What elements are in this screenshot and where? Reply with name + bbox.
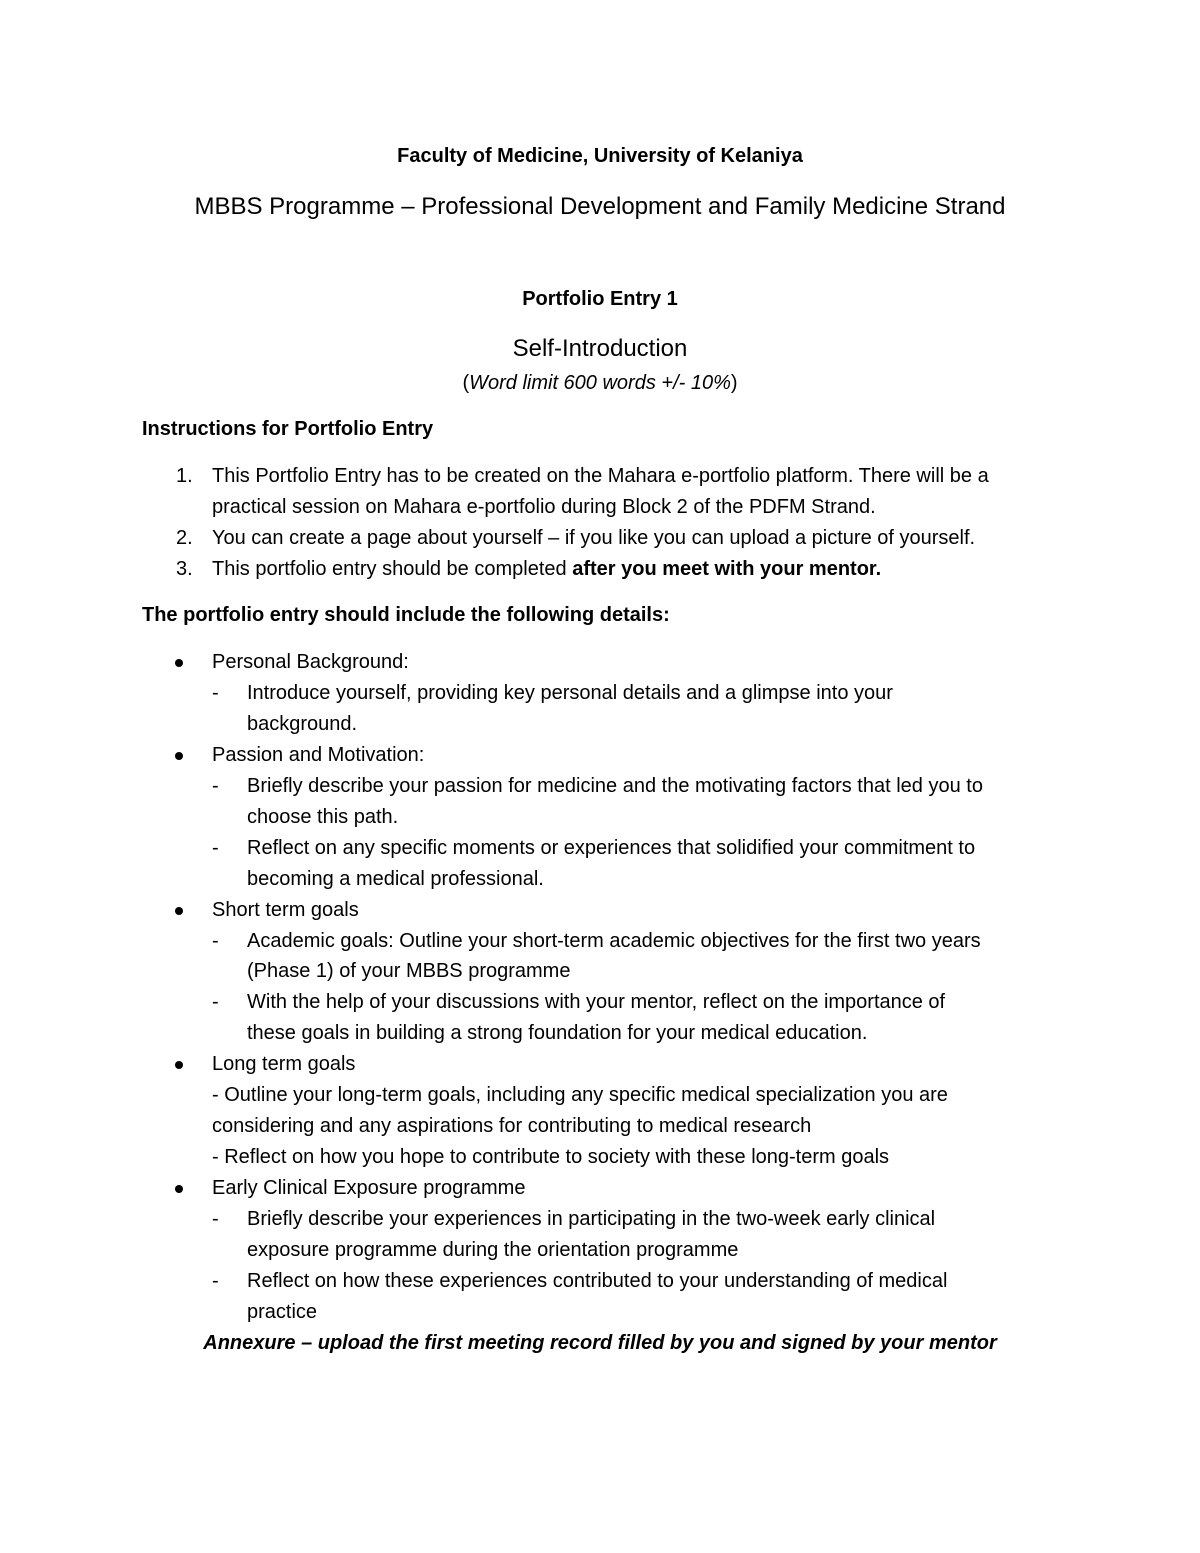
- section-sub-line: becoming a medical professional.: [247, 868, 544, 890]
- dash-icon: -: [212, 991, 219, 1013]
- dash-icon: -: [212, 1208, 219, 1230]
- dash-icon: -: [212, 1270, 219, 1292]
- section-title: Long term goals: [212, 1053, 356, 1075]
- list-number: 2.: [176, 527, 193, 549]
- annexure-note: Annexure – upload the first meeting record filled by you and signed by your mentor: [203, 1332, 997, 1354]
- list-number: 1.: [176, 465, 193, 487]
- dash-icon: -: [212, 682, 219, 704]
- section-sub-line: Reflect on any specific moments or experiences that solidified your commitment to: [247, 837, 976, 859]
- section-line: considering and any aspirations for contributing to medical research: [212, 1115, 812, 1137]
- section-sub-line: background.: [247, 713, 358, 735]
- section-sub-line: Briefly describe your experiences in participating in the two-week early clinical: [247, 1208, 936, 1230]
- bullet-icon: [175, 752, 183, 760]
- instruction-1-line-1: This Portfolio Entry has to be created on the Mahara e-portfolio platform. There will be a: [212, 465, 989, 487]
- section-sub-line: these goals in building a strong foundation for your medical education.: [247, 1022, 868, 1044]
- dash-icon: -: [212, 930, 219, 952]
- instruction-1-line-2: practical session on Mahara e-portfolio during Block 2 of the PDFM Strand.: [212, 496, 876, 518]
- section-title: Passion and Motivation:: [212, 744, 425, 766]
- section-sub-line: With the help of your discussions with your mentor, reflect on the importance of: [247, 991, 946, 1013]
- section-sub-line: exposure programme during the orientation programme: [247, 1239, 739, 1261]
- instruction-2-line-1: You can create a page about yourself – if you like you can upload a picture of yourself.: [212, 527, 976, 549]
- entry-title: Portfolio Entry 1: [522, 288, 678, 310]
- faculty-title: Faculty of Medicine, University of Kelaniya: [397, 145, 803, 167]
- word-limit-text: Word limit 600 words +/- 10%: [469, 372, 731, 394]
- instruction-3-line-1: This portfolio entry should be completed after you meet with your mentor.: [212, 558, 882, 580]
- entry-subtitle: Self-Introduction: [512, 335, 688, 362]
- section-sub-line: practice: [247, 1301, 318, 1323]
- bullet-icon: [175, 1185, 183, 1193]
- word-limit: (Word limit 600 words +/- 10%): [462, 372, 738, 394]
- section-sub-line: Briefly describe your passion for medicine and the motivating factors that led you to: [247, 775, 983, 797]
- programme-title: MBBS Programme – Professional Development and Family Medicine Strand: [194, 193, 1006, 220]
- section-line: - Reflect on how you hope to contribute to society with these long-term goals: [212, 1146, 890, 1168]
- section-sub-line: Reflect on how these experiences contributed to your understanding of medical: [247, 1270, 948, 1292]
- section-sub-line: Introduce yourself, providing key personal details and a glimpse into your: [247, 682, 893, 704]
- section-title: Personal Background:: [212, 651, 409, 673]
- section-line: - Outline your long-term goals, including any specific medical specialization you are: [212, 1084, 948, 1106]
- section-sub-line: Academic goals: Outline your short-term academic objectives for the first two years: [247, 930, 981, 952]
- list-number: 3.: [176, 558, 193, 580]
- instructions-heading: Instructions for Portfolio Entry: [142, 418, 434, 440]
- section-sub-line: (Phase 1) of your MBBS programme: [247, 960, 571, 982]
- bullet-icon: [175, 659, 183, 667]
- dash-icon: -: [212, 775, 219, 797]
- dash-icon: -: [212, 837, 219, 859]
- instruction-3-bold: after you meet with your mentor.: [572, 558, 882, 580]
- details-heading: The portfolio entry should include the following details:: [142, 604, 670, 626]
- bullet-icon: [175, 1061, 183, 1069]
- section-sub-line: choose this path.: [247, 806, 399, 828]
- bullet-icon: [175, 907, 183, 915]
- section-title: Early Clinical Exposure programme: [212, 1177, 526, 1199]
- section-title: Short term goals: [212, 899, 359, 921]
